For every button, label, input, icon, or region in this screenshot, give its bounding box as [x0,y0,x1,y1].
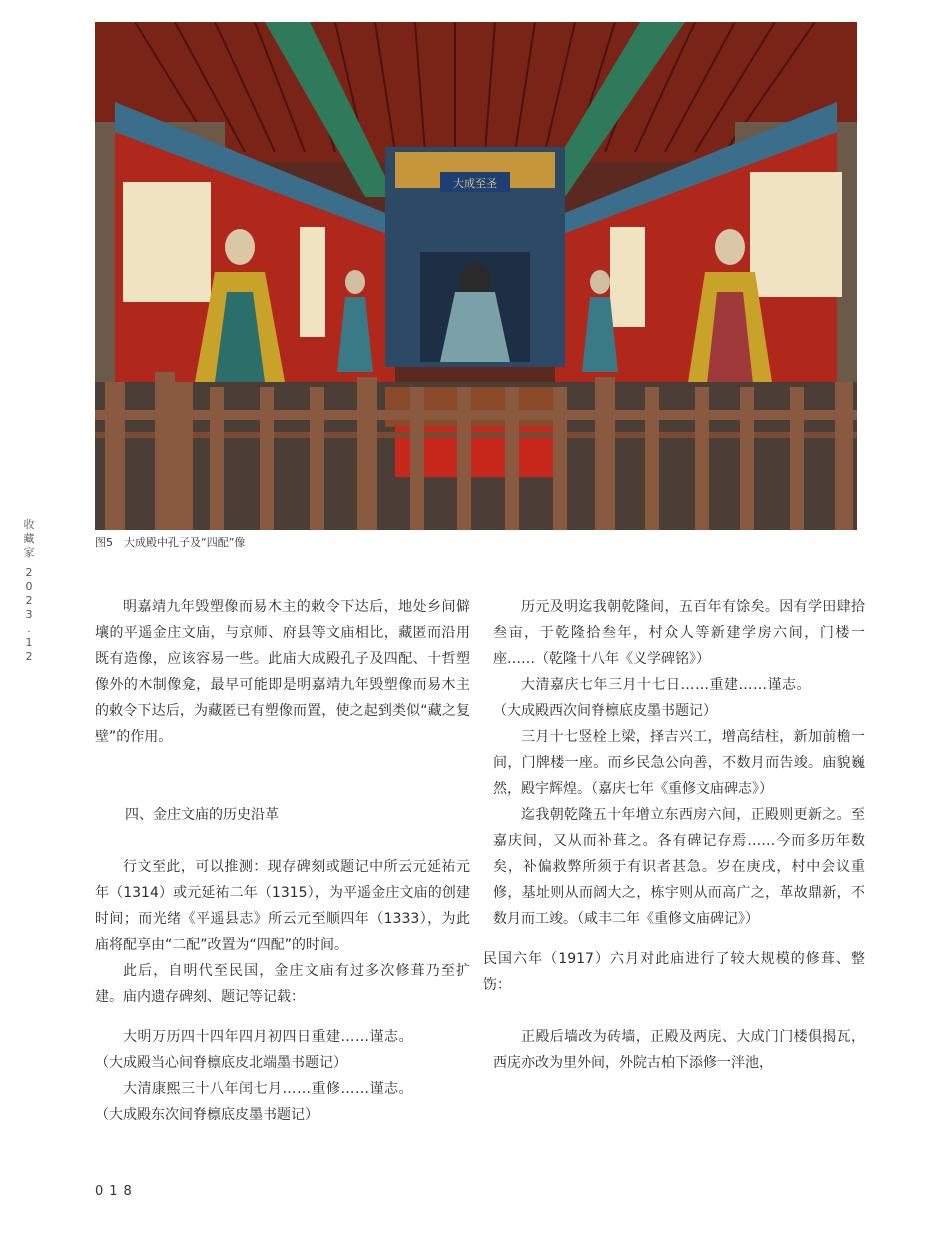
quote: 正殿后墙改为砖墙，正殿及两庑、大成门门楼俱揭瓦，西庑亦改为里外间，外院古柏下添修一泮池， [493,1029,865,1071]
section-heading: 四、金庄文庙的历史沿革 [125,807,279,823]
svg-text:大成至圣: 大成至圣 [453,177,497,190]
quote: 迄我朝乾隆五十年增立东西房六间，正殿则更新之。至嘉庆间，又从而补葺之。各有碑记存焉……今而多历年数矣，补偏救弊所须于有识者甚急。岁在庚戌，村中会议重修，基址则从而阔大之，栋宇则从而高广之，革故鼎新，不数月而工竣。（咸丰二年《重修文庙碑记》） [493,807,865,927]
paragraph: 此后，自明代至民国，金庄文庙有过多次修葺乃至扩建。庙内遗存碑刻、题记等记载： [95,963,470,1005]
paragraph: 行文至此，可以推测：现存碑刻或题记中所云元延祐元年（1314）或元延祐二年（1315），为平遥金庄文庙的创建时间；而光绪《平遥县志》所云元至顺四年（1333），为此庙将配享由“二配”改置为“四配”的时间。 [95,859,470,953]
side-label: 收 藏 家 2 0 2 3 . 1 2 [23,518,35,663]
figure-caption: 图5 大成殿中孔子及“四配”像 [95,536,246,549]
paragraph: 民国六年（1917）六月对此庙进行了较大规模的修葺、整饬： [483,951,865,993]
quote: 三月十七竖栓上梁，择吉兴工，增高结柱，新加前檐一间，门牌楼一座。而乡民急公向善，不数月而告竣。庙貌巍然，殿宇辉煌。（嘉庆七年《重修文庙碑志》） [493,729,865,797]
quote-source: （大成殿当心间脊檩底皮北端墨书题记） [95,1055,347,1071]
page-number: 018 [95,1184,138,1199]
paragraph: 明嘉靖九年毁塑像而易木主的敕令下达后，地处乡间僻壤的平遥金庄文庙，与京师、府县等文庙相比，藏匿而沿用既有造像，应该容易一些。此庙大成殿孔子及四配、十哲塑像外的木制像龛，最早可能即是明嘉靖九年毁塑像而易木主的敕令下达后，为藏匿已有塑像而置，使之起到类似“藏之复壁”的作用。 [95,599,470,745]
quote: 大清嘉庆七年三月十七日……重建……谨志。 [521,677,811,693]
left-column [95,594,470,1128]
quote: 大清康熙三十八年闰七月……重修……谨志。 [123,1081,413,1097]
quote: 大明万历四十四年四月初四日重建……谨志。 [123,1029,413,1045]
temple-interior-image [95,22,857,530]
quote: 历元及明迄我朝乾隆间，五百年有馀矣。因有学田肆拾叁亩，于乾隆拾叁年，村众人等新建学房六间，门楼一座……（乾隆十八年《义学碑铭》） [493,599,865,667]
temple-photo [95,22,857,530]
quote-source: （大成殿东次间脊檩底皮墨书题记） [95,1107,319,1123]
right-column [483,594,865,1076]
quote-source: （大成殿西次间脊檩底皮墨书题记） [493,703,717,719]
